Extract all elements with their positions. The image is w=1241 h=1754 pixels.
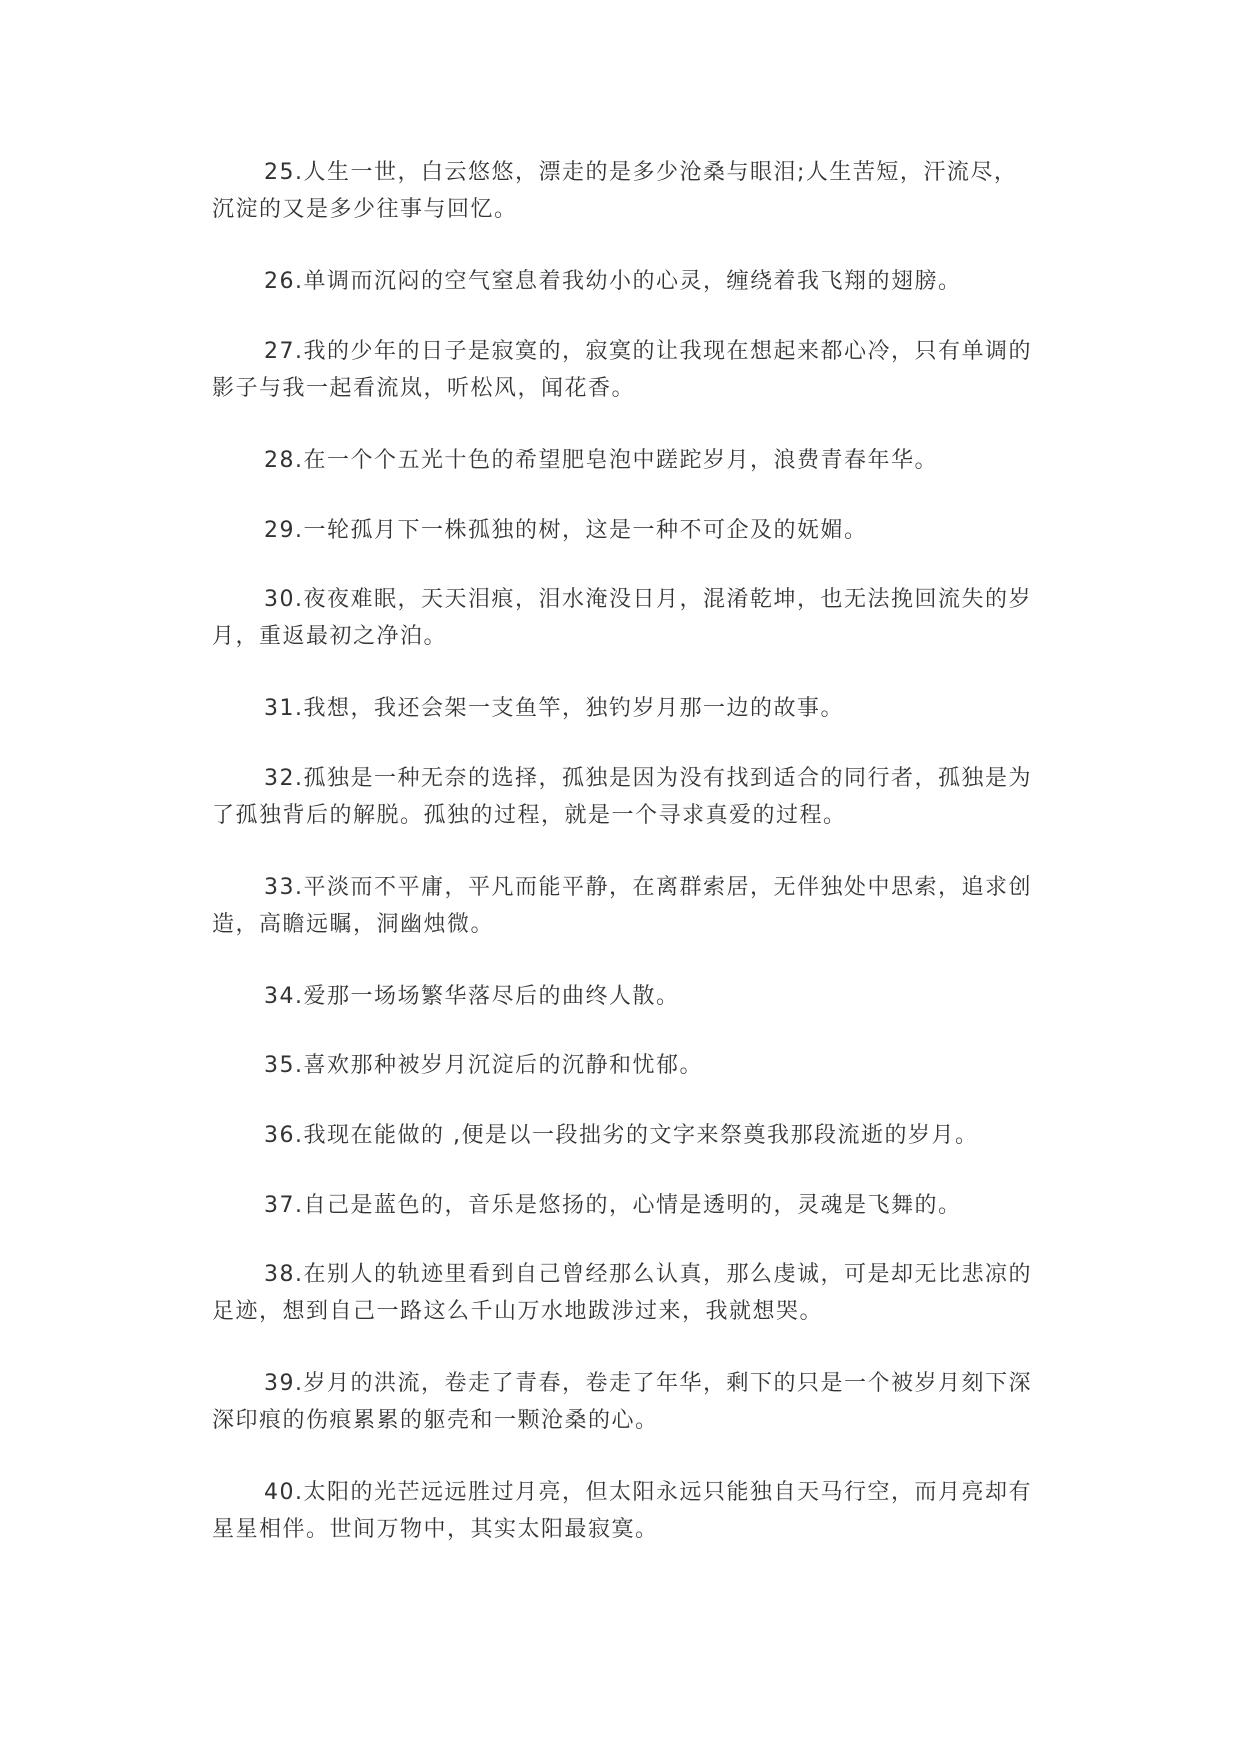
- paragraph-29: 29.一轮孤月下一株孤独的树，这是一种不可企及的妩媚。: [264, 518, 868, 543]
- paragraph-28: 28.在一个个五光十色的希望肥皂泡中蹉跎岁月，浪费青春年华。: [264, 448, 938, 473]
- paragraph-39: 39.岁月的洪流，卷走了青春，卷走了年华，剩下的只是一个被岁月刻下深深印痕的伤痕累累的躯壳和一颗沧桑的心。: [212, 1371, 1032, 1433]
- paragraph-37: 37.自己是蓝色的，音乐是悠扬的，心情是透明的，灵魂是飞舞的。: [264, 1193, 962, 1218]
- paragraph-25: 25.人生一世，白云悠悠，漂走的是多少沧桑与眼泪;人生苦短，汗流尽，沉淀的又是多少往事与回忆。: [212, 160, 1018, 222]
- paragraph-38: 38.在别人的轨迹里看到自己曾经那么认真，那么虔诚，可是却无比悲凉的足迹，想到自己一路这么千山万水地跋涉过来，我就想哭。: [212, 1262, 1032, 1324]
- paragraph-31: 31.我想，我还会架一支鱼竿，独钓岁月那一边的故事。: [264, 696, 844, 721]
- paragraph-34: 34.爱那一场场繁华落尽后的曲终人散。: [264, 984, 680, 1009]
- paragraph-40: 40.太阳的光芒远远胜过月亮，但太阳永远只能独自天马行空，而月亮却有星星相伴。世间万物中，其实太阳最寂寞。: [212, 1480, 1032, 1542]
- paragraph-27: 27.我的少年的日子是寂寞的，寂寞的让我现在想起来都心冷，只有单调的影子与我一起看流岚，听松风，闻花香。: [212, 339, 1032, 401]
- paragraph-36: 36.我现在能做的 ,便是以一段拙劣的文字来祭奠我那段流逝的岁月。: [264, 1123, 979, 1148]
- paragraph-30: 30.夜夜难眠，天天泪痕，泪水淹没日月，混淆乾坤，也无法挽回流失的岁月，重返最初之净泊。: [212, 587, 1032, 649]
- paragraph-32: 32.孤独是一种无奈的选择，孤独是因为没有找到适合的同行者，孤独是为了孤独背后的解脱。孤独的过程，就是一个寻求真爱的过程。: [212, 766, 1032, 828]
- paragraph-33: 33.平淡而不平庸，平凡而能平静，在离群索居，无伴独处中思索，追求创造，高瞻远瞩，洞幽烛微。: [212, 875, 1032, 937]
- paragraph-35: 35.喜欢那种被岁月沉淀后的沉静和忧郁。: [264, 1053, 703, 1078]
- paragraph-26: 26.单调而沉闷的空气窒息着我幼小的心灵，缠绕着我飞翔的翅膀。: [264, 269, 962, 294]
